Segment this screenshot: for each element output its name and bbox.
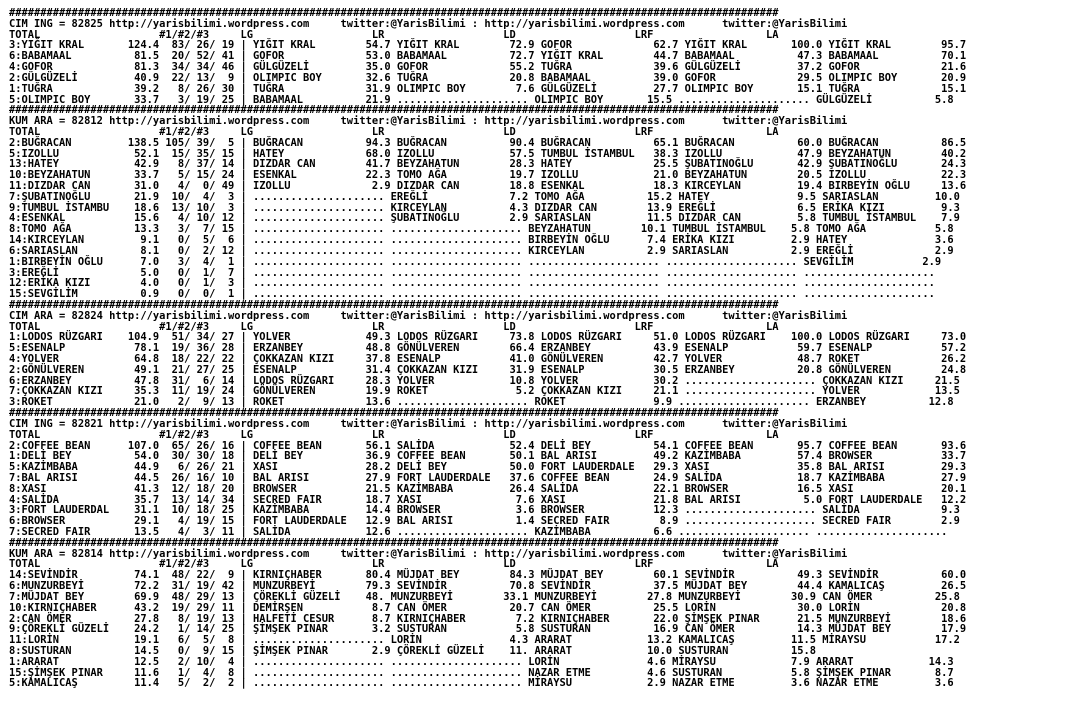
- table-row: 3:EREĞLİ 5.0 0/ 1/ 7 | ..................... ..................... ..................... ..................... .....................: [9, 266, 935, 279]
- table-row: 3:ROKET 21.0 2/ 9/ 13 | ROKET 13.6 ..................... ROKET 9.9 ..................... ERZANBEY 12.8: [9, 396, 954, 409]
- table-row: 14:SEVİNDİR 74.1 48/ 22/ 9 | KIRNIÇHABER 80.4 MÜJDAT BEY 84.3 MÜJDAT BEY 60.1 SEVİNDİR 49.3 SEVİNDİR 60.0: [9, 569, 967, 582]
- table-row: 7:ŞUBATINOĞLU 21.9 10/ 4/ 3 | ..................... EREĞLİ 7.2 TOMO AĞA 15.2 HATEY 9.5 SARIASLAN 10.0: [9, 190, 960, 203]
- section-divider: ###########################################################################################################################: [9, 104, 779, 117]
- race-header: CIM ING = 82825 http://yarisbilimi.wordpress.com twitter:@YarisBilimi : http://yarisbilimi.wordpress.com twitter:@YarisBilimi: [9, 17, 848, 30]
- table-row: 11:DIZDAR CAN 31.0 4/ 0/ 49 | IZOLLU 2.9 DIZDAR CAN 18.8 ESENKAL 18.3 KIRCEYLAN 19.4 BIRBEYİN OĞLU 13.6: [9, 180, 967, 192]
- table-row: 13:HATEY 42.9 8/ 37/ 14 | DIZDAR CAN 41.7 BEYZAHATUN 28.3 HATEY 25.5 ŞUBATINOĞLU 42.9 ŞUBATINOĞLU 24.3: [9, 158, 967, 171]
- table-row: 5:KAZİMBABA 44.9 6/ 26/ 21 | XASI 28.2 DELİ BEY 50.0 FORT LAUDERDALE 29.3 XASI 35.8 BAL ARISI 29.3: [9, 461, 967, 474]
- table-row: 8:TOMO AĞA 13.3 3/ 7/ 15 | ..................... ..................... BEYZAHATUN 10.1 TUMBUL İSTAMBUL 5.8 TOMO AĞA 5.8: [9, 223, 954, 236]
- table-row: 6:BROWSER 29.1 4/ 19/ 15 | FORT LAUDERDALE 12.9 BAL ARISI 1.4 SECRED FAIR 8.9 ..................... SECRED FAIR 2.9: [9, 515, 960, 528]
- table-row: 8:XASI 41.3 12/ 18/ 20 | BROWSER 21.5 KAZİMBABA 26.4 SALİDA 22.1 BROWSER 16.5 XASI 20.1: [9, 482, 967, 495]
- column-header: TOTAL #1/#2/#3 LG LR LD LRF LA: [9, 558, 779, 571]
- race-header: CIM ARA = 82824 http://yarisbilimi.wordpress.com twitter:@YarisBilimi : http://yarisbilimi.wordpress.com twitter:@YarisBilimi: [9, 309, 848, 322]
- race-header: KUM ARA = 82812 http://yarisbilimi.wordpress.com twitter:@YarisBilimi : http://yarisbilimi.wordpress.com twitter:@YarisBilimi: [9, 115, 848, 128]
- table-row: 9:ÇÖREKLİ GÜZELİ 24.2 1/ 14/ 25 | ŞİMŞEK PINAR 3.2 SUSTURAN 5.8 SUSTURAN 16.9 CAN ÖMER 14.3 MÜJDAT BEY 17.9: [9, 623, 967, 636]
- table-row: 7:BAL ARISI 44.5 26/ 16/ 10 | BAL ARISI 27.9 FORT LAUDERDALE 37.6 COFFEE BEAN 24.9 SALİDA 18.7 KAZİMBABA 27.9: [9, 471, 967, 484]
- table-row: 10:BEYZAHATUN 33.7 5/ 15/ 24 | ESENKAL 22.3 TOMO AĞA 19.7 IZOLLU 21.0 BEYZAHATUN 20.5 IZOLLU 22.3: [9, 169, 967, 182]
- table-row: 5:IZOLLU 52.1 15/ 35/ 15 | HATEY 68.0 IZOLLU 57.5 TUMBUL İSTAMBUL 38.3 IZOLLU 47.9 BEYZAHATUN 40.2: [9, 147, 967, 160]
- table-row: 4:ESENKAL 15.6 4/ 10/ 12 | ..................... ŞUBATINOĞLU 2.9 SARIASLAN 11.5 DIZDAR CAN 5.8 TUMBUL İSTAMBUL 7.9: [9, 212, 960, 225]
- table-row: 8:SUSTURAN 14.5 0/ 9/ 15 | ŞİMŞEK PINAR 2.9 ÇÖREKLİ GÜZELİ 11. ARARAT 10.0 SUSTURAN 15.8: [9, 644, 816, 657]
- table-row: 2:CAN ÖMER 27.8 8/ 19/ 13 | HALFETİ CESUR 8.7 KIRNIÇHABER 7.2 KIRNIÇHABER 22.0 ŞİMŞEK PINAR 21.5 MUNZURBEYİ 18.6: [9, 612, 967, 625]
- column-header: TOTAL #1/#2/#3 LG LR LD LRF LA: [9, 320, 779, 333]
- table-row: 2:GÖNÜLVEREN 49.1 21/ 27/ 25 | ESENALP 31.4 ÇOKKAZAN KIZI 31.9 ESENALP 30.5 ERZANBEY 20.8 GÖNÜLVEREN 24.8: [9, 363, 967, 376]
- table-row: 7:ÇOKKAZAN KIZI 35.3 11/ 19/ 24 | GÖNÜLVEREN 19.9 ROKET 5.2 ÇOKKAZAN KIZI 21.1 ..................... YOLVER 13.5: [9, 385, 960, 398]
- table-row: 9:TUMBUL İSTAMBU 18.6 13/ 10/ 3 | ..................... KIRCEYLAN 4.3 DIZDAR CAN 13.9 EREĞLİ 6.5 ERİKA KIZI 9.3: [9, 201, 960, 214]
- table-row: 7:MÜJDAT BEY 69.9 48/ 29/ 13 | ÇÖREKLİ GÜZELİ 48. MUNZURBEYİ 33.1 MUNZURBEYİ 27.8 MUNZURBEYİ 30.9 CAN ÖMER 25.8: [9, 590, 960, 603]
- table-row: 1:LODOS RÜZGARI 104.9 51/ 34/ 27 | YOLVER 49.3 LODOS RÜZGARI 73.8 LODOS RÜZGARI 51.0 LODOS RÜZGARI 100.0 LODOS RÜZGARI 73.0: [9, 331, 967, 344]
- section-divider: ###########################################################################################################################: [9, 536, 779, 549]
- table-row: 2:BUĞRACAN 138.5 105/ 39/ 5 | BUĞRACAN 94.3 BUĞRACAN 90.4 BUĞRACAN 65.1 BUĞRACAN 60.0 BUĞRACAN 86.5: [9, 136, 967, 149]
- table-row: 6:SARIASLAN 8.1 0/ 2/ 12 | ..................... ..................... KIRCEYLAN 2.9 SARIASLAN 2.9 EREĞLİ 2.9: [9, 244, 954, 257]
- table-row: 6:ERZANBEY 47.8 31/ 6/ 14 | LODOS RÜZGARI 28.3 YOLVER 10.8 YOLVER 30.2 ..................... ÇOKKAZAN KIZI 21.5: [9, 374, 960, 387]
- table-row: 5:ESENALP 78.1 19/ 36/ 28 | ERZANBEY 48.8 GÖNÜLVEREN 66.4 ERZANBEY 43.9 ESENALP 59.7 ESENALP 57.2: [9, 342, 967, 355]
- table-row: 1:ARARAT 12.5 2/ 10/ 4 | ..................... ..................... LORİN 4.6 MİRAYSU 7.9 ARARAT 14.3: [9, 655, 954, 668]
- table-row: 15:ŞİMŞEK PINAR 11.6 1/ 4/ 8 | ..................... ..................... NAZAR ETME 4.6 SUSTURAN 5.8 ŞİMŞEK PINAR 8.7: [9, 666, 954, 679]
- table-row: 7:SECRED FAIR 13.5 4/ 3/ 11 | SALİDA 12.6 ..................... KAZİMBABA 6.6 ..................... .....................: [9, 526, 948, 538]
- race-header: KUM ARA = 82814 http://yarisbilimi.wordpress.com twitter:@YarisBilimi : http://yarisbilimi.wordpress.com twitter:@YarisBilimi: [9, 547, 848, 560]
- section-divider: ###########################################################################################################################: [9, 7, 779, 19]
- table-row: 1:BIRBEYİN OĞLU 7.0 3/ 4/ 1 | ..................... ..................... ..................... ..................... SEVGİLİM 2.9: [9, 255, 942, 268]
- table-row: 10:KIRNIÇHABER 43.2 19/ 29/ 11 | DEMİRŞEN 8.7 CAN ÖMER 20.7 CAN ÖMER 25.5 LORİN 30.0 LORİN 20.8: [9, 601, 967, 614]
- column-header: TOTAL #1/#2/#3 LG LR LD LRF LA: [9, 428, 779, 441]
- table-row: 6:MUNZURBEYİ 72.2 31/ 19/ 42 | MUNZURBEYİ 79.3 SEVİNDİR 70.8 SEVİNDİR 37.5 MÜJDAT BEY 44.4 KAMALICAŞ 26.5: [9, 580, 967, 593]
- table-row: 6:BABAMAAL 81.5 20/ 52/ 41 | GOFOR 53.0 BABAMAAL 72.7 YIĞIT KRAL 44.7 BABAMAAL 47.3 BABAMAAL 70.1: [9, 50, 967, 63]
- column-header: TOTAL #1/#2/#3 LG LR LD LRF LA: [9, 28, 779, 41]
- table-row: 2:COFFEE BEAN 107.0 65/ 26/ 16 | COFFEE BEAN 56.1 SALİDA 52.4 DELİ BEY 54.1 COFFEE BEAN 95.7 COFFEE BEAN 93.6: [9, 439, 967, 452]
- table-row: 1:DELİ BEY 54.0 30/ 30/ 18 | DELİ BEY 36.9 COFFEE BEAN 50.1 BAL ARISI 49.2 KAZİMBABA 57.4 BROWSER 33.7: [9, 450, 967, 463]
- table-row: 4:GOFOR 81.3 34/ 34/ 46 | GÜLGÜZELİ 35.0 GOFOR 55.2 TUĞRA 39.6 GÜLGÜZELİ 37.2 GOFOR 21.6: [9, 61, 967, 74]
- table-row: 4:SALİDA 35.7 13/ 14/ 34 | SECRED FAIR 18.7 XASI 7.6 XASI 21.8 BAL ARISI 5.0 FORT LAUDERDALE 12.2: [9, 493, 967, 506]
- table-row: 12:ERİKA KIZI 4.0 0/ 1/ 3 | ..................... ..................... ..................... ..................... .....................: [9, 277, 935, 290]
- table-row: 3:FORT LAUDERDAL 31.1 10/ 18/ 25 | KAZİMBABA 14.4 BROWSER 3.6 BROWSER 12.3 ..................... SALİDA 9.3: [9, 504, 960, 517]
- table-row: 5:OLIMPIC BOY 33.7 3/ 19/ 25 | BABAMAAL 21.9 ..................... OLIMPIC BOY 15.5 ..................... GÜLGÜZELİ 5.8: [9, 93, 954, 106]
- table-row: 1:TUĞRA 39.2 8/ 26/ 30 | TUĞRA 31.9 OLIMPIC BOY 7.6 GÜLGÜZELİ 27.7 OLIMPIC BOY 15.1 TUĞRA 15.1: [9, 82, 967, 95]
- table-row: 3:YIĞIT KRAL 124.4 83/ 26/ 19 | YIĞIT KRAL 54.7 YIĞIT KRAL 72.9 GOFOR 62.7 YIĞIT KRAL 100.0 YIĞIT KRAL 95.7: [9, 39, 967, 52]
- race-header: CIM ING = 82821 http://yarisbilimi.wordpress.com twitter:@YarisBilimi : http://yarisbilimi.wordpress.com twitter:@YarisBilimi: [9, 417, 848, 430]
- table-row: 5:KAMALICAŞ 11.4 5/ 2/ 2 | ..................... ..................... MİRAYSU 2.9 NAZAR ETME 3.6 NAZAR ETME 3.6: [9, 677, 954, 690]
- table-row: 2:GÜLGÜZELİ 40.9 22/ 13/ 9 | OLIMPIC BOY 32.6 TUĞRA 20.8 BABAMAAL 39.0 GOFOR 29.5 OLIMPIC BOY 20.9: [9, 71, 967, 84]
- table-row: 4:YOLVER 64.8 18/ 22/ 22 | ÇOKKAZAN KIZI 37.8 ESENALP 41.0 GÖNÜLVEREN 42.7 YOLVER 48.7 ROKET 26.2: [9, 353, 967, 365]
- section-divider: ###########################################################################################################################: [9, 298, 779, 311]
- table-row: 14:KIRCEYLAN 9.1 0/ 5/ 6 | ..................... ..................... BIRBEYİN OĞLU 7.4 ERİKA KIZI 2.9 HATEY 3.6: [9, 234, 954, 247]
- table-row: 15:SEVGİLİM 0.9 0/ 0/ 1 | ..................... ..................... ..................... ..................... .....................: [9, 288, 935, 301]
- table-row: 11:LORİN 19.1 6/ 5/ 8 | ..................... LORİN 4.3 ARARAT 13.2 KAMALICAŞ 11.5 MİRAYSU 17.2: [9, 634, 960, 647]
- section-divider: ###########################################################################################################################: [9, 407, 779, 420]
- column-header: TOTAL #1/#2/#3 LG LR LD LRF LA: [9, 125, 779, 138]
